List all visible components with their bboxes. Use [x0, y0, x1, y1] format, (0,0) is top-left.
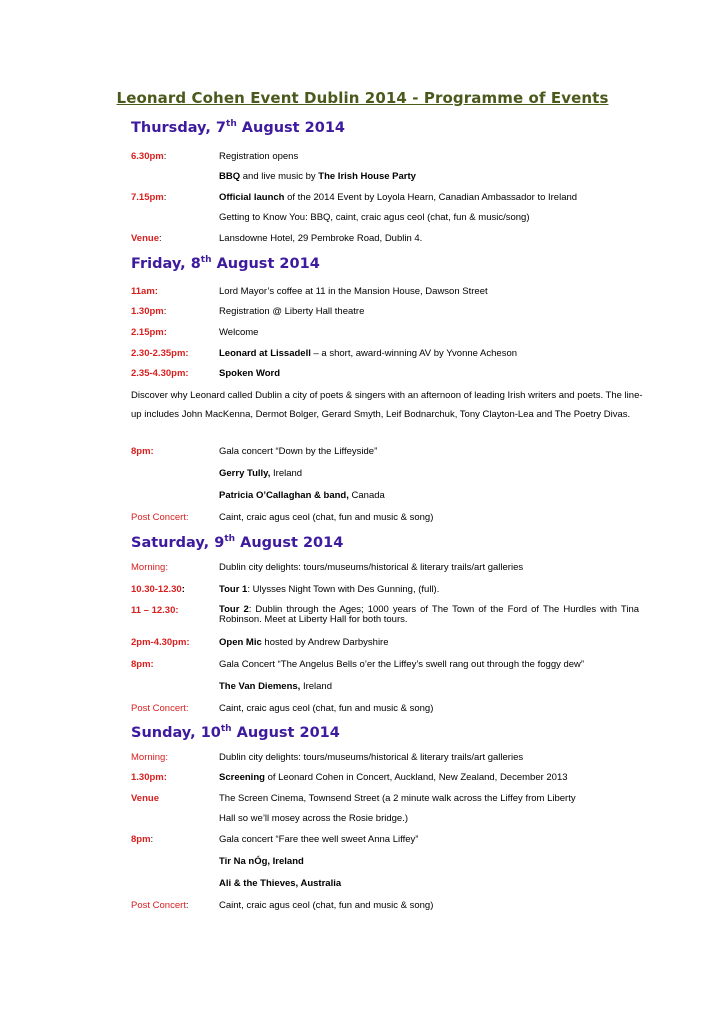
schedule-row: Post Concert: Caint, craic agus ceol (chat, fun and music & song): [131, 703, 434, 714]
schedule-row: Venue: Lansdowne Hotel, 29 Pembroke Road, Dublin 4.: [131, 233, 423, 244]
schedule-row: 8pm: Gala concert “Down by the Liffeyside”: [131, 446, 378, 457]
day-heading-friday: Friday, 8th August 2014: [131, 255, 320, 272]
schedule-row: 8pm: Gala concert “Fare thee well sweet Anna Liffey”: [131, 834, 419, 845]
schedule-row: 2.15pm: Welcome: [131, 327, 259, 338]
schedule-row: 10.30-12.30: Tour 1: Ulysses Night Town with Des Gunning, (full).: [131, 584, 440, 595]
schedule-row: Ali & the Thieves, Australia: [219, 878, 342, 889]
schedule-row: 2.30-2.35pm: Leonard at Lissadell – a short, award-winning AV by Yvonne Acheson: [131, 348, 518, 359]
schedule-row: 11am: Lord Mayor’s coffee at 11 in the Mansion House, Dawson Street: [131, 286, 488, 297]
schedule-row: 2pm-4.30pm: Open Mic hosted by Andrew Darbyshire: [131, 637, 389, 648]
day-heading-sunday: Sunday, 10th August 2014: [131, 724, 340, 741]
schedule-row: Patricia O’Callaghan & band, Canada: [219, 490, 385, 501]
schedule-row: 11 – 12.30: Tour 2: Dublin through the Ages; 1000 years of The Town of the Ford of The Hurdles with Tina Robinson. Meet at Liberty Hall for both tours.: [131, 604, 640, 625]
schedule-row: The Van Diemens, Ireland: [219, 681, 332, 692]
schedule-row: Getting to Know You: BBQ, caint, craic agus ceol (chat, fun & music/song): [219, 212, 530, 223]
schedule-row: Post Concert: Caint, craic agus ceol (chat, fun and music & song): [131, 900, 434, 911]
schedule-row: Tir Na nÓg, Ireland: [219, 856, 304, 867]
page-title: Leonard Cohen Event Dublin 2014 - Programme of Events: [116, 89, 609, 107]
schedule-row: Venue The Screen Cinema, Townsend Street (a 2 minute walk across the Liffey from Liberty: [131, 793, 576, 804]
schedule-row: BBQ and live music by The Irish House Party: [219, 171, 416, 182]
schedule-row: Morning: Dublin city delights: tours/museums/historical & literary trails/art galleries: [131, 752, 524, 763]
schedule-row: Hall so we’ll mosey across the Rosie bridge.): [219, 813, 409, 824]
schedule-row: 7.15pm: Official launch of the 2014 Event by Loyola Hearn, Canadian Ambassador to Ireland: [131, 192, 578, 203]
schedule-row: 1.30pm: Screening of Leonard Cohen in Concert, Auckland, New Zealand, December 2013: [131, 772, 568, 783]
day-heading-thursday: Thursday, 7th August 2014: [131, 119, 345, 136]
schedule-row: Morning: Dublin city delights: tours/museums/historical & literary trails/art galleries: [131, 562, 524, 573]
schedule-row: 2.35-4.30pm: Spoken Word: [131, 368, 281, 379]
day-heading-saturday: Saturday, 9th August 2014: [131, 534, 344, 551]
schedule-row: 6.30pm: Registration opens: [131, 151, 299, 162]
schedule-row: 1.30pm: Registration @ Liberty Hall theatre: [131, 306, 365, 317]
schedule-row: Gerry Tully, Ireland: [219, 468, 303, 479]
schedule-row: Post Concert: Caint, craic agus ceol (chat, fun and music & song): [131, 512, 434, 523]
schedule-row: 8pm: Gala Concert “The Angelus Bells o’er the Liffey’s swell rang out through the foggy dew”: [131, 659, 585, 670]
spoken-word-description: Discover why Leonard called Dublin a city of poets & singers with an afternoon of leading Irish writers and poets. The line-up includes John MacKenna, Dermot Bolger, Gerard Smyth, Leif Bodnarchuk, Tony Clayton-Lea and The Poetry Divas.: [131, 390, 643, 420]
